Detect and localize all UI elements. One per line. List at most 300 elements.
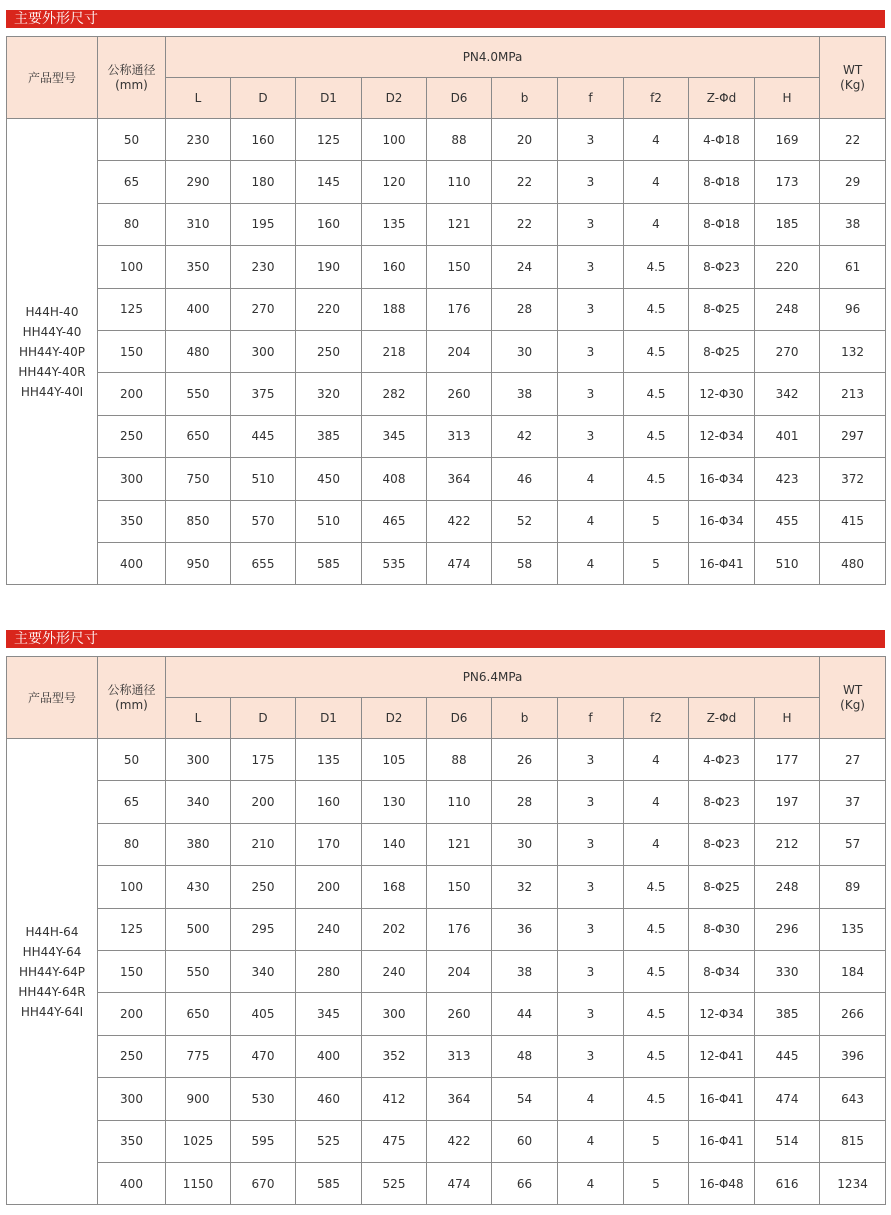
table-cell: 12-Φ34 — [689, 415, 755, 457]
table-cell: 300 — [98, 1078, 166, 1120]
table-cell: 450 — [296, 458, 362, 500]
table-cell: 340 — [166, 781, 231, 823]
table-cell: 125 — [296, 119, 362, 161]
table-cell: 350 — [166, 246, 231, 288]
table-cell: 50 — [98, 739, 166, 781]
table-cell: 455 — [755, 500, 820, 542]
table-cell: 585 — [296, 1162, 362, 1204]
table-cell: 140 — [362, 823, 427, 865]
table-cell: 46 — [492, 458, 558, 500]
table-cell: 525 — [362, 1162, 427, 1204]
spec-section-pn64 — [6, 630, 885, 1205]
table-cell: 400 — [98, 542, 166, 584]
table-cell: 3 — [558, 739, 624, 781]
model-name: H44H-40 — [25, 304, 79, 319]
table-cell: 510 — [755, 542, 820, 584]
table-cell: 248 — [755, 288, 820, 330]
table-cell: 218 — [362, 330, 427, 372]
table-cell: 150 — [427, 246, 492, 288]
table-cell: 422 — [427, 500, 492, 542]
table-row — [7, 866, 886, 908]
table-cell: 135 — [296, 739, 362, 781]
table-cell: 375 — [231, 373, 296, 415]
table-cell: 4 — [558, 1162, 624, 1204]
table-cell: 36 — [492, 908, 558, 950]
table-row — [7, 739, 886, 781]
table-row — [7, 203, 886, 245]
table-cell: 400 — [98, 1162, 166, 1204]
table-cell: 4 — [558, 542, 624, 584]
table-cell: 296 — [755, 908, 820, 950]
table-cell: 250 — [98, 1035, 166, 1077]
table-row — [7, 1120, 886, 1162]
table-cell: 61 — [820, 246, 886, 288]
table-cell: 184 — [820, 950, 886, 992]
table-cell: 88 — [427, 119, 492, 161]
table-cell: 550 — [166, 373, 231, 415]
column-header: f2 — [624, 78, 689, 119]
column-header: D2 — [362, 698, 427, 739]
table-cell: 474 — [755, 1078, 820, 1120]
table-cell: 350 — [98, 1120, 166, 1162]
table-cell: 385 — [755, 993, 820, 1035]
table-cell: 197 — [755, 781, 820, 823]
table-row — [7, 161, 886, 203]
table-cell: 396 — [820, 1035, 886, 1077]
table-cell: 352 — [362, 1035, 427, 1077]
table-cell: 190 — [296, 246, 362, 288]
table-cell: 66 — [492, 1162, 558, 1204]
table-cell: 121 — [427, 203, 492, 245]
table-cell: 4 — [558, 500, 624, 542]
table-cell: 16-Φ48 — [689, 1162, 755, 1204]
table-cell: 173 — [755, 161, 820, 203]
table-cell: 3 — [558, 288, 624, 330]
table-cell: 176 — [427, 288, 492, 330]
table-cell: 313 — [427, 1035, 492, 1077]
table-cell: 135 — [362, 203, 427, 245]
table-cell: 8-Φ18 — [689, 203, 755, 245]
table-cell: 12-Φ30 — [689, 373, 755, 415]
table-cell: 230 — [166, 119, 231, 161]
table-cell: 650 — [166, 993, 231, 1035]
table-cell: 342 — [755, 373, 820, 415]
table-cell: 16-Φ41 — [689, 542, 755, 584]
nominal-diameter-label: 公称通径 — [107, 683, 156, 697]
table-cell: 750 — [166, 458, 231, 500]
model-name: HH44Y-64 — [22, 944, 82, 959]
table-cell: 4-Φ18 — [689, 119, 755, 161]
table-cell: 474 — [427, 1162, 492, 1204]
table-cell: 4 — [624, 203, 689, 245]
table-cell: 176 — [427, 908, 492, 950]
table-cell: 480 — [820, 542, 886, 584]
table-row — [7, 330, 886, 372]
table-cell: 900 — [166, 1078, 231, 1120]
table-cell: 422 — [427, 1120, 492, 1162]
column-header: D2 — [362, 78, 427, 119]
table-body — [7, 37, 886, 585]
table-cell: 160 — [231, 119, 296, 161]
table-cell: 282 — [362, 373, 427, 415]
table-row — [7, 1035, 886, 1077]
table-cell: 28 — [492, 781, 558, 823]
model-name: HH44Y-64R — [18, 984, 86, 999]
table-row — [7, 415, 886, 457]
table-cell: 20 — [492, 119, 558, 161]
table-cell: 38 — [492, 950, 558, 992]
table-cell: 80 — [98, 203, 166, 245]
header-row — [7, 37, 886, 78]
table-cell: 150 — [98, 950, 166, 992]
table-cell: 8-Φ18 — [689, 161, 755, 203]
table-cell: 345 — [362, 415, 427, 457]
table-cell: 65 — [98, 781, 166, 823]
table-cell: 54 — [492, 1078, 558, 1120]
table-cell: 550 — [166, 950, 231, 992]
table-cell: 460 — [296, 1078, 362, 1120]
table-cell: 42 — [492, 415, 558, 457]
table-cell: 3 — [558, 781, 624, 823]
table-cell: 260 — [427, 993, 492, 1035]
table-cell: 48 — [492, 1035, 558, 1077]
dimension-table — [6, 656, 886, 1205]
table-cell: 204 — [427, 330, 492, 372]
table-cell: 430 — [166, 866, 231, 908]
table-cell: 22 — [820, 119, 886, 161]
table-cell: 24 — [492, 246, 558, 288]
table-cell: 22 — [492, 161, 558, 203]
table-cell: 445 — [231, 415, 296, 457]
table-cell: 655 — [231, 542, 296, 584]
table-cell: 3 — [558, 908, 624, 950]
table-row — [7, 373, 886, 415]
table-cell: 89 — [820, 866, 886, 908]
table-cell: 510 — [296, 500, 362, 542]
table-row — [7, 500, 886, 542]
column-header: b — [492, 698, 558, 739]
table-cell: 8-Φ23 — [689, 781, 755, 823]
table-row — [7, 823, 886, 865]
table-cell: 177 — [755, 739, 820, 781]
table-cell: 345 — [296, 993, 362, 1035]
table-cell: 1025 — [166, 1120, 231, 1162]
column-header: L — [166, 698, 231, 739]
table-cell: 38 — [820, 203, 886, 245]
table-cell: 29 — [820, 161, 886, 203]
column-header: Z-Φd — [689, 78, 755, 119]
model-name: HH44Y-40R — [18, 364, 86, 379]
table-cell: 510 — [231, 458, 296, 500]
table-cell: 280 — [296, 950, 362, 992]
table-cell: 105 — [362, 739, 427, 781]
table-cell: 320 — [296, 373, 362, 415]
table-cell: 188 — [362, 288, 427, 330]
table-cell: 4.5 — [624, 373, 689, 415]
table-cell: 210 — [231, 823, 296, 865]
table-cell: 230 — [231, 246, 296, 288]
table-cell: 8-Φ23 — [689, 246, 755, 288]
table-cell: 385 — [296, 415, 362, 457]
table-cell: 4 — [624, 823, 689, 865]
table-cell: 535 — [362, 542, 427, 584]
table-cell: 364 — [427, 1078, 492, 1120]
table-cell: 300 — [166, 739, 231, 781]
table-cell: 475 — [362, 1120, 427, 1162]
table-cell: 160 — [362, 246, 427, 288]
table-cell: 44 — [492, 993, 558, 1035]
table-cell: 3 — [558, 950, 624, 992]
table-cell: 815 — [820, 1120, 886, 1162]
table-cell: 266 — [820, 993, 886, 1035]
table-cell: 3 — [558, 161, 624, 203]
table-cell: 5 — [624, 1120, 689, 1162]
table-body — [7, 657, 886, 1205]
column-header: H — [755, 698, 820, 739]
table-cell: 170 — [296, 823, 362, 865]
table-cell: 270 — [231, 288, 296, 330]
table-cell: 125 — [98, 908, 166, 950]
table-cell: 8-Φ34 — [689, 950, 755, 992]
table-cell: 313 — [427, 415, 492, 457]
table-cell: 169 — [755, 119, 820, 161]
table-cell: 180 — [231, 161, 296, 203]
table-row — [7, 993, 886, 1035]
model-cell — [7, 739, 98, 1205]
table-cell: 175 — [231, 739, 296, 781]
table-cell: 220 — [755, 246, 820, 288]
table-cell: 616 — [755, 1162, 820, 1204]
table-row — [7, 1078, 886, 1120]
table-cell: 401 — [755, 415, 820, 457]
table-row — [7, 908, 886, 950]
table-cell: 30 — [492, 823, 558, 865]
table-cell: 26 — [492, 739, 558, 781]
model-header: 产品型号 — [7, 657, 98, 739]
table-cell: 80 — [98, 823, 166, 865]
weight-header — [820, 657, 886, 739]
column-header: D1 — [296, 698, 362, 739]
table-row — [7, 458, 886, 500]
table-row — [7, 950, 886, 992]
table-cell: 4.5 — [624, 458, 689, 500]
spec-section-pn40 — [6, 10, 885, 585]
table-cell: 195 — [231, 203, 296, 245]
table-cell: 4.5 — [624, 1078, 689, 1120]
table-cell: 27 — [820, 739, 886, 781]
table-cell: 295 — [231, 908, 296, 950]
table-cell: 30 — [492, 330, 558, 372]
table-cell: 650 — [166, 415, 231, 457]
table-cell: 297 — [820, 415, 886, 457]
table-cell: 364 — [427, 458, 492, 500]
table-cell: 250 — [231, 866, 296, 908]
nominal-diameter-unit: (mm) — [115, 78, 148, 92]
table-cell: 474 — [427, 542, 492, 584]
table-row — [7, 288, 886, 330]
table-cell: 595 — [231, 1120, 296, 1162]
table-cell: 4.5 — [624, 288, 689, 330]
weight-label: WT — [842, 682, 863, 697]
table-cell: 408 — [362, 458, 427, 500]
table-cell: 4.5 — [624, 908, 689, 950]
column-header: L — [166, 78, 231, 119]
table-cell: 4.5 — [624, 993, 689, 1035]
table-cell: 121 — [427, 823, 492, 865]
column-header: f2 — [624, 698, 689, 739]
model-cell — [7, 119, 98, 585]
table-cell: 4 — [624, 739, 689, 781]
table-cell: 16-Φ34 — [689, 500, 755, 542]
table-cell: 570 — [231, 500, 296, 542]
table-cell: 4.5 — [624, 1035, 689, 1077]
table-cell: 480 — [166, 330, 231, 372]
table-cell: 202 — [362, 908, 427, 950]
column-header: b — [492, 78, 558, 119]
table-cell: 185 — [755, 203, 820, 245]
table-cell: 400 — [166, 288, 231, 330]
table-cell: 57 — [820, 823, 886, 865]
table-cell: 130 — [362, 781, 427, 823]
table-cell: 400 — [296, 1035, 362, 1077]
table-cell: 950 — [166, 542, 231, 584]
table-cell: 3 — [558, 246, 624, 288]
table-cell: 415 — [820, 500, 886, 542]
table-cell: 12-Φ34 — [689, 993, 755, 1035]
table-cell: 8-Φ25 — [689, 866, 755, 908]
table-cell: 514 — [755, 1120, 820, 1162]
section-title: 主要外形尺寸 — [6, 10, 885, 28]
model-name: HH44Y-64I — [20, 1004, 84, 1019]
column-header: D6 — [427, 78, 492, 119]
table-cell: 200 — [231, 781, 296, 823]
table-cell: 850 — [166, 500, 231, 542]
table-cell: 37 — [820, 781, 886, 823]
column-header: D6 — [427, 698, 492, 739]
table-cell: 145 — [296, 161, 362, 203]
model-name: HH44Y-64P — [18, 964, 86, 979]
table-cell: 3 — [558, 866, 624, 908]
table-cell: 330 — [755, 950, 820, 992]
table-cell: 585 — [296, 542, 362, 584]
table-cell: 132 — [820, 330, 886, 372]
table-cell: 8-Φ25 — [689, 288, 755, 330]
section-title: 主要外形尺寸 — [6, 630, 885, 648]
table-cell: 4.5 — [624, 950, 689, 992]
table-cell: 340 — [231, 950, 296, 992]
weight-unit: (Kg) — [840, 77, 865, 92]
table-cell: 1150 — [166, 1162, 231, 1204]
model-name: HH44Y-40I — [20, 384, 84, 399]
table-cell: 120 — [362, 161, 427, 203]
table-cell: 60 — [492, 1120, 558, 1162]
column-header: D1 — [296, 78, 362, 119]
model-name: H44H-64 — [25, 924, 79, 939]
table-cell: 200 — [98, 373, 166, 415]
table-cell: 32 — [492, 866, 558, 908]
table-cell: 380 — [166, 823, 231, 865]
table-row — [7, 1162, 886, 1204]
table-cell: 530 — [231, 1078, 296, 1120]
table-cell: 28 — [492, 288, 558, 330]
table-cell: 500 — [166, 908, 231, 950]
table-cell: 125 — [98, 288, 166, 330]
table-cell: 4.5 — [624, 246, 689, 288]
table-cell: 8-Φ25 — [689, 330, 755, 372]
table-cell: 204 — [427, 950, 492, 992]
header-row — [7, 657, 886, 698]
table-cell: 290 — [166, 161, 231, 203]
column-header: H — [755, 78, 820, 119]
table-cell: 643 — [820, 1078, 886, 1120]
table-cell: 3 — [558, 1035, 624, 1077]
table-cell: 270 — [755, 330, 820, 372]
table-cell: 5 — [624, 542, 689, 584]
table-cell: 58 — [492, 542, 558, 584]
table-cell: 65 — [98, 161, 166, 203]
table-cell: 405 — [231, 993, 296, 1035]
table-cell: 775 — [166, 1035, 231, 1077]
column-header: f — [558, 78, 624, 119]
table-cell: 260 — [427, 373, 492, 415]
table-cell: 110 — [427, 161, 492, 203]
table-cell: 52 — [492, 500, 558, 542]
table-row — [7, 246, 886, 288]
table-cell: 4 — [624, 119, 689, 161]
table-cell: 310 — [166, 203, 231, 245]
model-header: 产品型号 — [7, 37, 98, 119]
table-cell: 1234 — [820, 1162, 886, 1204]
table-cell: 16-Φ34 — [689, 458, 755, 500]
table-cell: 12-Φ41 — [689, 1035, 755, 1077]
table-cell: 250 — [98, 415, 166, 457]
nominal-diameter-header — [98, 657, 166, 739]
table-cell: 3 — [558, 119, 624, 161]
table-cell: 4 — [624, 161, 689, 203]
table-row — [7, 119, 886, 161]
table-cell: 4 — [558, 1078, 624, 1120]
table-cell: 4.5 — [624, 415, 689, 457]
table-cell: 100 — [98, 246, 166, 288]
model-name: HH44Y-40P — [18, 344, 86, 359]
nominal-diameter-unit: (mm) — [115, 698, 148, 712]
table-cell: 4.5 — [624, 330, 689, 372]
dimension-table — [6, 36, 886, 585]
table-cell: 16-Φ41 — [689, 1120, 755, 1162]
column-header: D — [231, 698, 296, 739]
table-cell: 4 — [558, 458, 624, 500]
table-cell: 160 — [296, 781, 362, 823]
table-cell: 5 — [624, 1162, 689, 1204]
table-cell: 212 — [755, 823, 820, 865]
table-cell: 4-Φ23 — [689, 739, 755, 781]
table-cell: 200 — [98, 993, 166, 1035]
weight-unit: (Kg) — [840, 697, 865, 712]
table-cell: 22 — [492, 203, 558, 245]
table-cell: 240 — [362, 950, 427, 992]
table-cell: 423 — [755, 458, 820, 500]
table-cell: 372 — [820, 458, 886, 500]
table-cell: 3 — [558, 373, 624, 415]
column-header: f — [558, 698, 624, 739]
nominal-diameter-header — [98, 37, 166, 119]
table-cell: 248 — [755, 866, 820, 908]
table-cell: 3 — [558, 993, 624, 1035]
table-cell: 100 — [98, 866, 166, 908]
table-cell: 38 — [492, 373, 558, 415]
table-cell: 3 — [558, 203, 624, 245]
column-header: D — [231, 78, 296, 119]
